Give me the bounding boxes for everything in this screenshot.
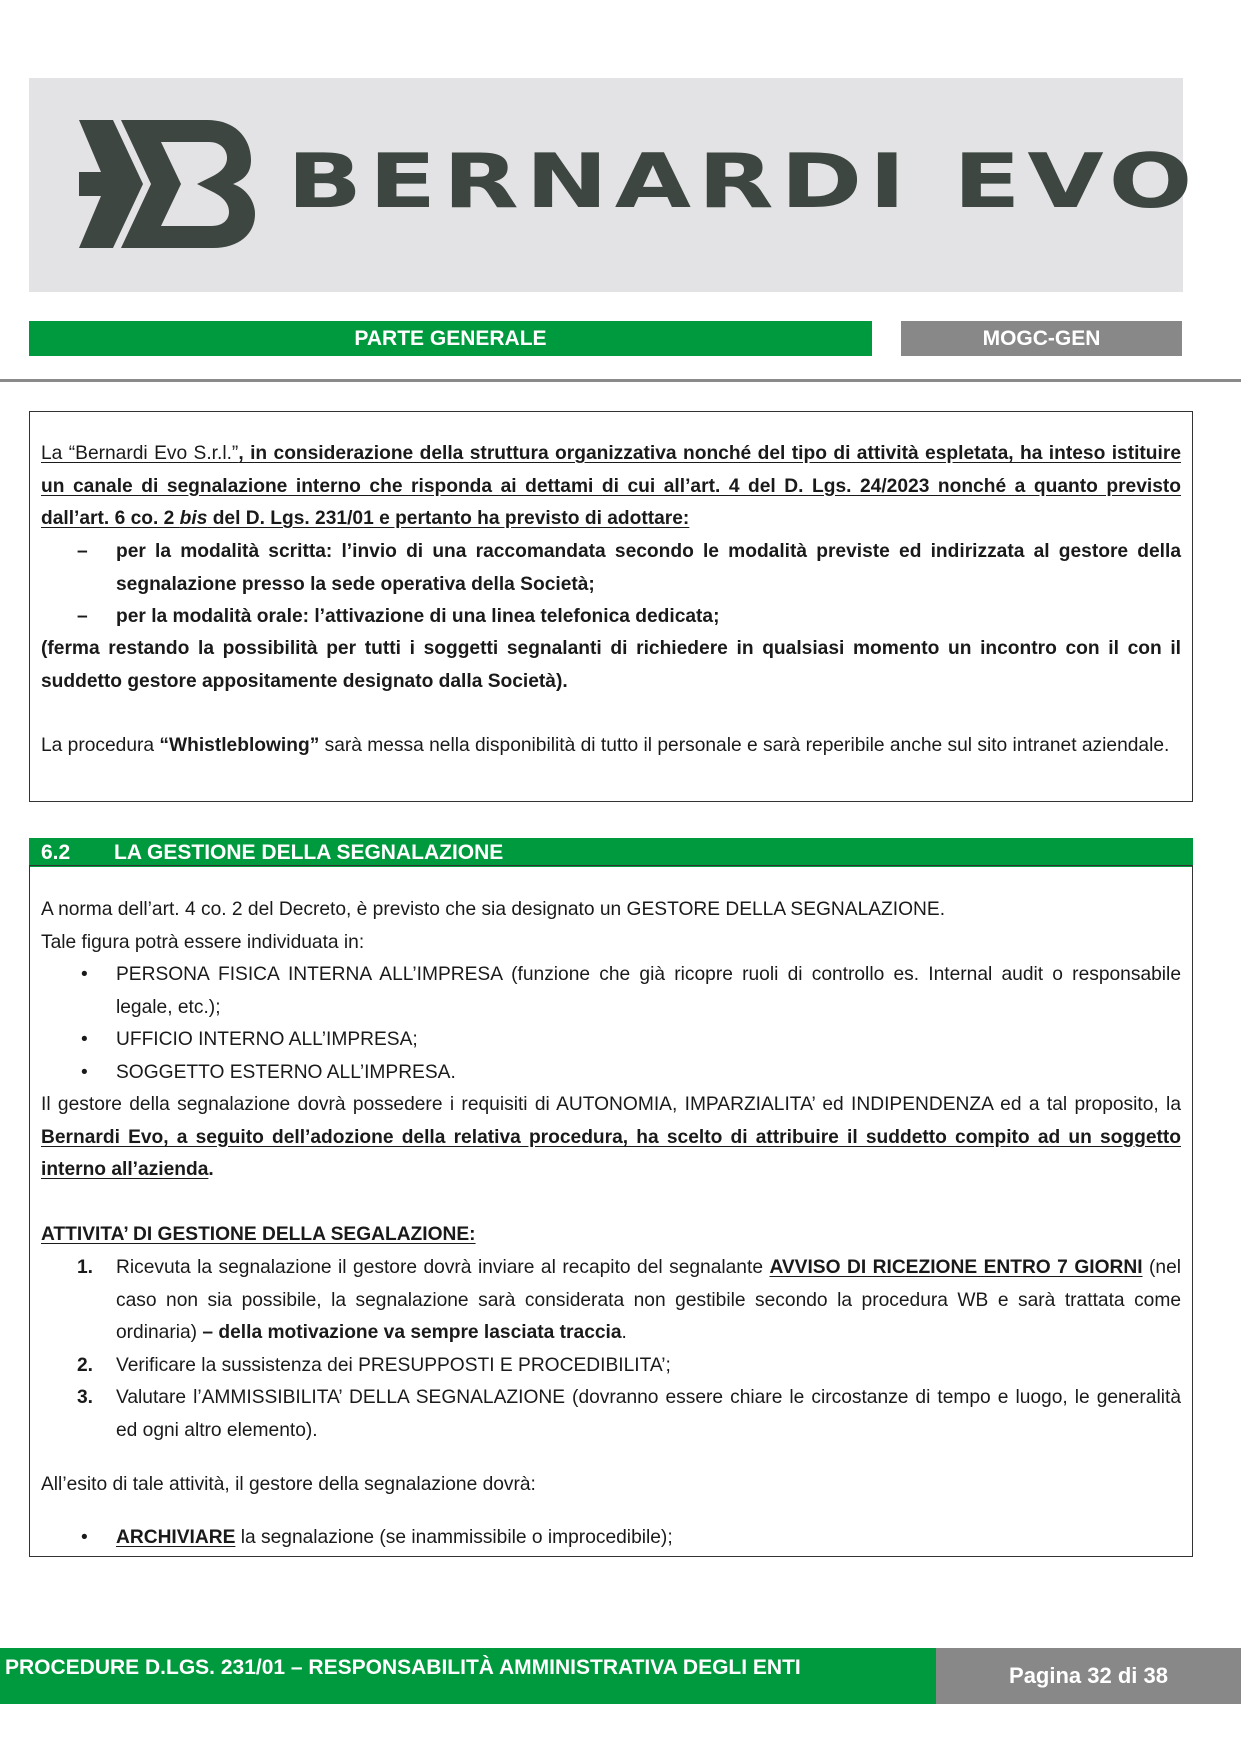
footer-title: PROCEDURE D.LGS. 231/01 – RESPONSABILITÀ AMMINISTRATIVA DEGLI ENTI bbox=[5, 1656, 801, 1679]
step-number: 1. bbox=[77, 1257, 94, 1278]
section-heading bbox=[29, 838, 1193, 867]
section-number: 6.2 bbox=[41, 840, 71, 864]
activities-heading: ATTIVITA’ DI GESTIONE DELLA SEGALAZIONE: bbox=[41, 1224, 476, 1245]
list-item: – per la modalità orale: l’attivazione di una linea telefonica dedicata; bbox=[41, 601, 1181, 634]
header-divider bbox=[0, 379, 1241, 382]
dash-icon: – bbox=[77, 541, 88, 562]
paragraph: A norma dell’art. 4 co. 2 del Decreto, è previsto che sia designato un GESTORE DELLA SEGNALAZIONE. bbox=[41, 899, 946, 920]
note-paragraph: (ferma restando la possibilità per tutti i soggetti segnalanti di richiedere in qualsiasi momento un incontro con il con il suddetto gestore appositamente designato dalla Società). bbox=[41, 638, 1181, 692]
intro-paragraph: La “Bernardi Evo S.r.l.”, in considerazione della struttura organizzativa nonché del tipo di attività espletata, ha inteso istituire un canale di segnalazione interno che risponda ai dettami di cui all’art. 4 del D. Lgs. 24/2023 nonché a quanto previsto dall’art. 6 co. 2 bis del D. Lgs. 231/01 e pertanto ha previsto di adottare: bbox=[41, 443, 1181, 529]
brand-name: BERNARDI EVO bbox=[287, 137, 1200, 225]
list-item: – per la modalità scritta: l’invio di una raccomandata secondo le modalità previste ed indirizzata al gestore della segnalazione presso la sede operativa della Società; bbox=[41, 536, 1181, 601]
paragraph: All’esito di tale attività, il gestore della segnalazione dovrà: bbox=[41, 1474, 536, 1495]
procedure-name: “Whistleblowing” bbox=[159, 735, 320, 756]
list-item: 1. Ricevuta la segnalazione il gestore dovrà inviare al recapito del segnalante AVVISO DI RICEZIONE ENTRO 7 GIORNI (nel caso non sia possibile, la segnalazione sarà considerata non gestibile secondo la procedura WB e sarà trattata come ordinaria) – della motivazione va sempre lasciata traccia. bbox=[41, 1252, 1181, 1350]
section-tag: PARTE GENERALE bbox=[29, 321, 872, 356]
bullet-icon: • bbox=[81, 1029, 88, 1050]
step-number: 3. bbox=[77, 1387, 94, 1408]
document-code: MOGC-GEN bbox=[901, 321, 1182, 356]
list-item: 3. Valutare l’AMMISSIBILITA’ DELLA SEGNALAZIONE (dovranno essere chiare le circostanze di tempo e luogo, le generalità ed ogni altro elemento). bbox=[41, 1382, 1181, 1447]
segnalazione-management-box bbox=[29, 865, 1193, 1557]
logo-banner bbox=[29, 78, 1200, 292]
paragraph: Tale figura potrà essere individuata in: bbox=[41, 932, 365, 953]
bullet-icon: • bbox=[81, 964, 88, 985]
dash-icon: – bbox=[77, 606, 88, 627]
step-number: 2. bbox=[77, 1355, 94, 1376]
section-title: LA GESTIONE DELLA SEGNALAZIONE bbox=[114, 840, 504, 864]
list-item: • SOGGETTO ESTERNO ALL’IMPRESA. bbox=[41, 1057, 1181, 1090]
list-item: • UFFICIO INTERNO ALL’IMPRESA; bbox=[41, 1024, 1181, 1057]
paragraph: Il gestore della segnalazione dovrà possedere i requisiti di AUTONOMIA, IMPARZIALITA’ ed INDIPENDENZA ed a tal proposito, la Bernardi Evo, a seguito dell’adozione della relativa procedura, ha scelto di attribuire il suddetto compito ad un soggetto interno all’azienda. bbox=[41, 1094, 1181, 1180]
footer-title-bar bbox=[0, 1648, 936, 1704]
bullet-icon: • bbox=[81, 1527, 88, 1548]
company-name: La “Bernardi Evo S.r.l.” bbox=[41, 443, 239, 464]
page-number: Pagina 32 di 38 bbox=[936, 1648, 1241, 1704]
list-item: 2. Verificare la sussistenza dei PRESUPPOSTI E PROCEDIBILITA’; bbox=[41, 1350, 1181, 1383]
list-item: • ARCHIVIARE la segnalazione (se inammissibile o improcedibile); bbox=[41, 1522, 1181, 1555]
bullet-icon: • bbox=[81, 1062, 88, 1083]
bernardi-evo-logo-icon bbox=[79, 120, 259, 248]
whistleblowing-channel-box bbox=[29, 411, 1193, 802]
list-item: • PERSONA FISICA INTERNA ALL’IMPRESA (funzione che già ricopre ruoli di controllo es. Internal audit o responsabile legale, etc.); bbox=[41, 959, 1181, 1024]
whistleblowing-paragraph: La procedura “Whistleblowing” sarà messa nella disponibilità di tutto il personale e sarà reperibile anche sul sito intranet aziendale. bbox=[41, 735, 1170, 756]
